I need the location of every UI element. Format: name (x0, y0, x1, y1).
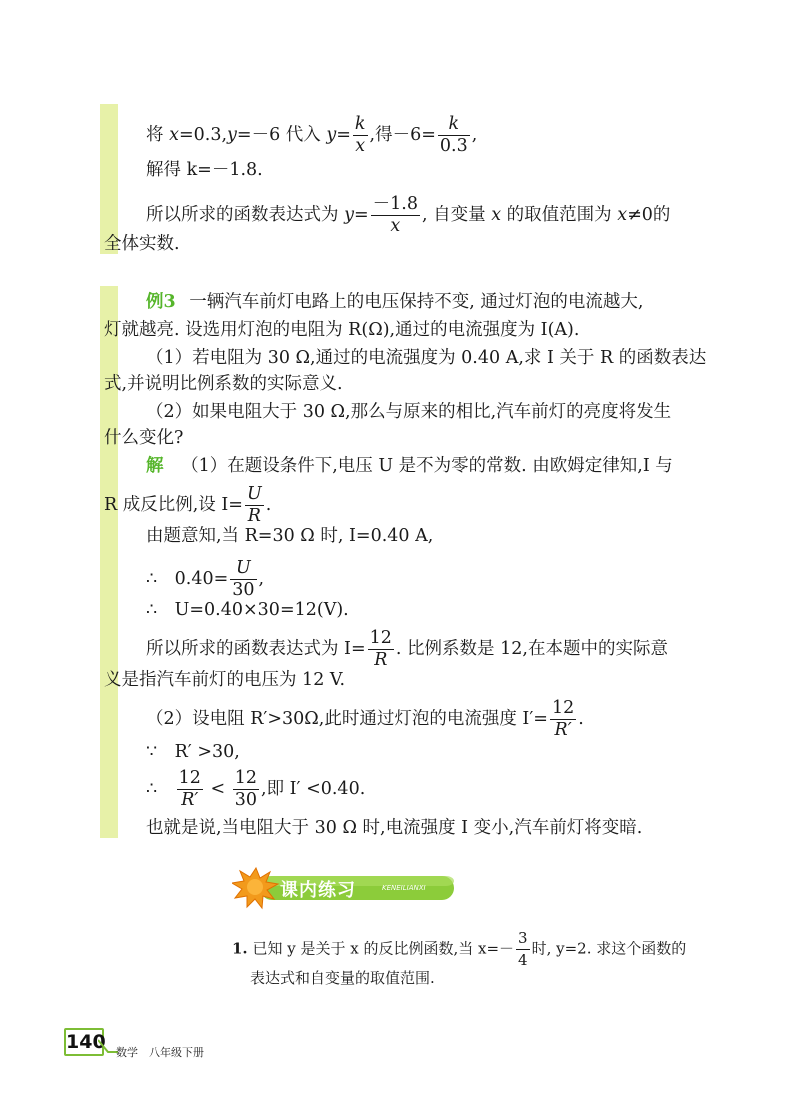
highlight-bar-example (100, 286, 118, 838)
solution-line-11: 也就是说,当电阻大于 30 Ω 时,电流强度 I 变小,汽车前灯将变暗. (146, 818, 643, 838)
practice-item-1-line-1: 1. 已知 y 是关于 x 的反比例函数,当 x=－ $\frac{3}{4}$ 时, y=2. 求这个函数的 (232, 929, 687, 969)
fraction-k-over-0-3: $\frac{k}{0.3}$ (439, 114, 468, 156)
solution-line-2: R 成反比例,设 I= $\frac{U}{R}$ . (104, 484, 272, 526)
solution-line-4: ∴ 0.40= $\frac{U}{30}$ , (146, 558, 265, 600)
fraction-12-over-r-prime: $\frac{12}{R'}$ (551, 698, 575, 740)
solution-label: 解 (146, 456, 164, 476)
practice-banner (232, 866, 456, 910)
solution-line-7: 义是指汽车前灯的电压为 12 V. (104, 670, 346, 690)
top-line-3: 所以所求的函数表达式为 y= $\frac{-1.8}{x}$ , 自变量 x 的取值范围为 x≠0的 (146, 194, 671, 236)
solution-line-1: 解 （1）在题设条件下,电压 U 是不为零的常数. 由欧姆定律知,I 与 (146, 456, 673, 476)
fraction-u-over-r: $\frac{U}{R}$ (246, 484, 262, 526)
fraction-12-over-r: $\frac{12}{R}$ (369, 628, 392, 670)
practice-title: 课内练习 (280, 880, 356, 901)
solution-line-5: ∴ U=0.40×30=12(V). (146, 600, 349, 620)
solution-line-9: ∵ R′ >30, (146, 742, 240, 762)
practice-subtitle: KENEILIANXI (382, 884, 426, 892)
page-corner-decoration (98, 1036, 118, 1056)
example3-q1-line-2: 式,并说明比例系数的实际意义. (104, 374, 343, 394)
solution-line-8: （2）设电阻 R′>30Ω,此时通过灯泡的电流强度 I′= $\frac{12}{R'}$ . (146, 698, 584, 740)
fraction-k-over-x: $\frac{k}{x}$ (354, 114, 366, 156)
practice-item-1-line-2: 表达式和自变量的取值范围. (250, 969, 435, 987)
page-number: 140 (64, 1028, 104, 1056)
example3-q1-line-1: （1）若电阻为 30 Ω,通过的电流强度为 0.40 A,求 I 关于 R 的函数表达 (146, 348, 707, 368)
example3-line-1: 例3 一辆汽车前灯电路上的电压保持不变, 通过灯泡的电流越大, (146, 292, 644, 312)
fraction-u-over-30: $\frac{U}{30}$ (232, 558, 255, 600)
fraction-neg-1-8-over-x: $\frac{-1.8}{x}$ (372, 194, 418, 236)
fraction-12-over-r-prime-2: $\frac{12}{R'}$ (178, 768, 201, 810)
example3-q2-line-1: （2）如果电阻大于 30 Ω,那么与原来的相比,汽车前灯的亮度将发生 (146, 402, 672, 422)
example-label: 例3 (146, 292, 176, 312)
solution-line-10: ∴ $\frac{12}{R'}$ < $\frac{12}{30}$ ,即 I′ <0.40. (146, 768, 366, 810)
example3-q2-line-2: 什么变化? (104, 428, 184, 448)
fraction-12-over-30: $\frac{12}{30}$ (234, 768, 257, 810)
book-title: 数学 八年级下册 (116, 1046, 204, 1059)
example3-line-2: 灯就越亮. 设选用灯泡的电阻为 R(Ω),通过的电流强度为 I(A). (104, 320, 580, 340)
top-line-2: 解得 k=－1.8. (146, 160, 263, 180)
top-line-4: 全体实数. (104, 234, 180, 254)
solution-line-3: 由题意知,当 R=30 Ω 时, I=0.40 A, (146, 526, 434, 546)
fraction-3-over-4: $\frac{3}{4}$ (518, 929, 528, 969)
top-line-1: 将 x=0.3,y=－6 代入 y= $\frac{k}{x}$ ,得－6= $\frac{k}{0.3}$ , (146, 114, 478, 156)
solution-line-6: 所以所求的函数表达式为 I= $\frac{12}{R}$ . 比例系数是 12,在本题中的实际意 (146, 628, 668, 670)
